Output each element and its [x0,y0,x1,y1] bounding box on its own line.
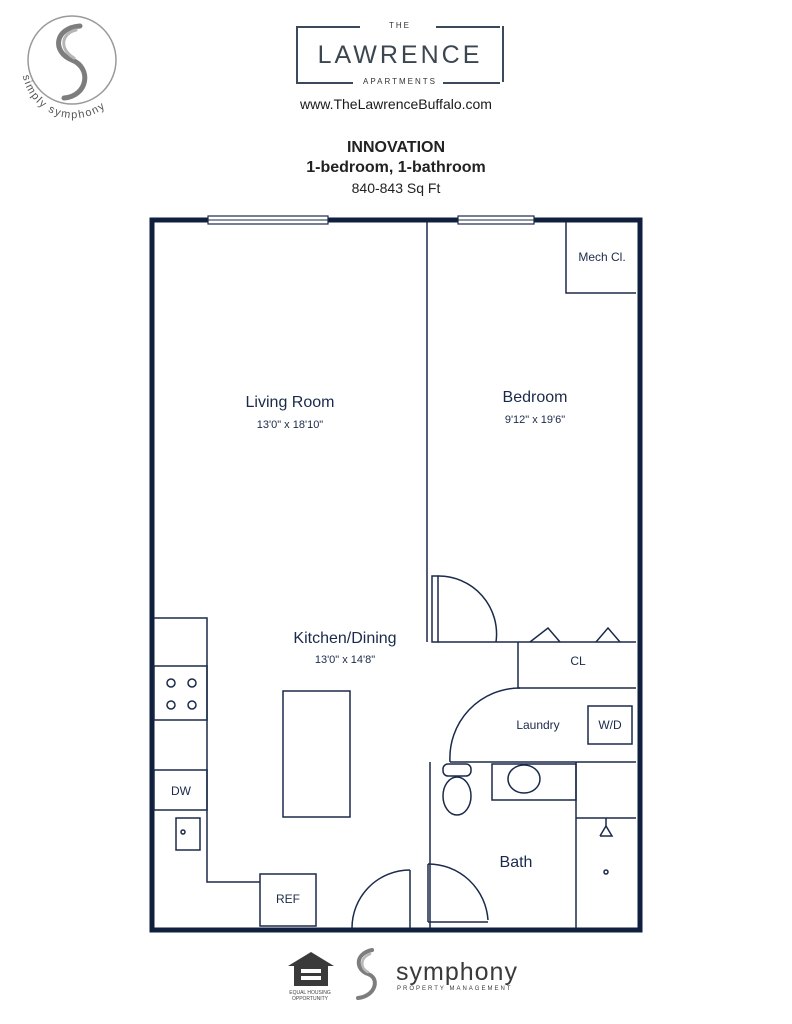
laundry-label: Laundry [516,718,560,732]
toilet-tank [443,764,471,776]
vanity [492,764,576,800]
plan-type: 1-bedroom, 1-bathroom [306,159,486,176]
bath-door-swing [428,864,488,920]
sink [508,765,540,793]
bath-label: Bath [499,854,533,871]
symphony-s-icon [346,946,386,1002]
property-name: LAWRENCE [317,41,483,69]
closet-door-left [530,628,560,642]
range [154,666,207,720]
kitchen-label: Kitchen/Dining [293,630,397,647]
kitchen-counter [154,618,260,882]
bedroom-door-jamb [432,576,438,642]
mech-closet-label: Mech Cl. [578,250,626,264]
property-sub: APARTMENTS [363,77,437,86]
equal-housing-icon [284,950,338,990]
entry-door-swing [352,870,410,928]
property-the: THE [389,21,411,30]
bedroom-label: Bedroom [502,389,568,406]
tub-faucet [600,826,612,836]
toilet-bowl [443,777,471,815]
company-sub: PROPERTY MANAGEMENT [397,986,513,992]
bedroom-door-swing [438,576,497,642]
plan-size: 840-843 Sq Ft [351,180,441,196]
living-room-dims: 13'0" x 18'10" [256,419,324,431]
equal-housing-text: EQUAL HOUSING OPPORTUNITY [289,990,331,1002]
dishwasher-label: DW [171,784,191,798]
company-name: symphony [396,958,518,986]
kitchen-sink [176,818,200,850]
kitchen-island [283,691,350,817]
logo-tagline: simply symphony [19,73,109,122]
website-link[interactable]: www.TheLawrenceBuffalo.com [300,96,492,112]
living-room-label: Living Room [245,394,335,411]
washer-dryer-label: W/D [598,718,622,732]
closet-label: CL [570,654,586,668]
fridge-label: REF [276,892,300,906]
plan-name: INNOVATION [346,139,446,156]
bedroom-dims: 9'12" x 19'6" [504,414,566,426]
exterior-wall [152,220,640,930]
closet-door-right [596,628,620,642]
kitchen-dims: 13'0" x 14'8" [314,654,376,666]
